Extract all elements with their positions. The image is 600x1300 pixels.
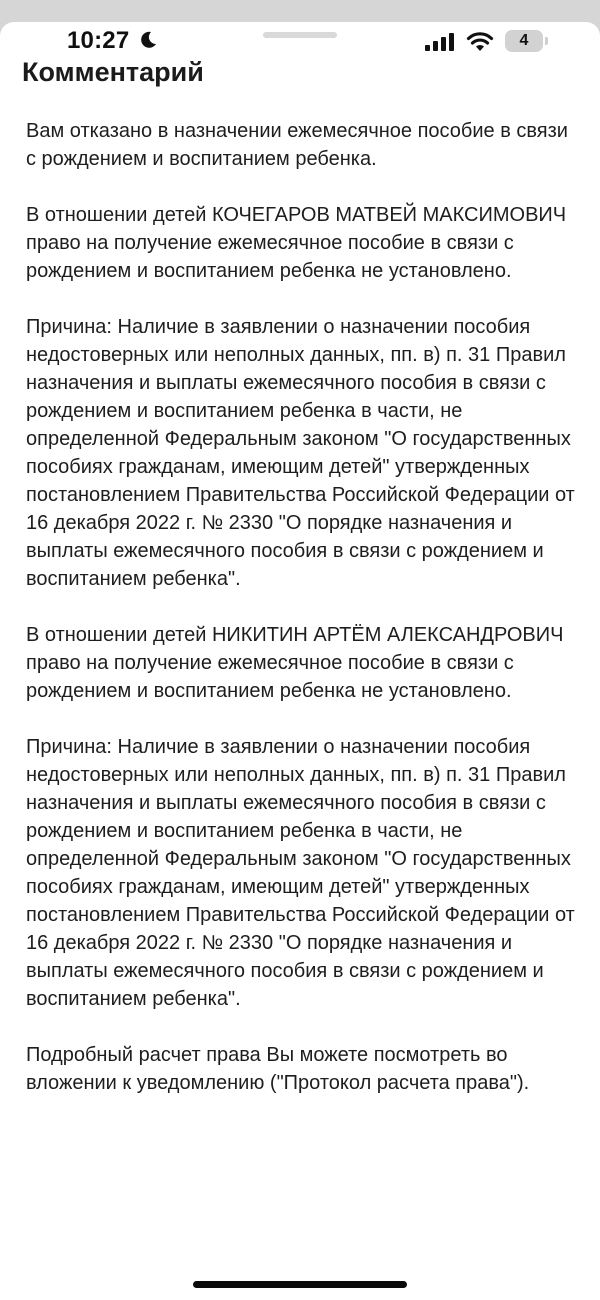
- comment-paragraph-reason-2: Причина: Наличие в заявлении о назначении пособия недостоверных или неполных данных, пп. в) п. 31 Правил назначения и выплаты ежемесячного пособия в связи с рождением и воспитанием ребенка в части, не определенной Федеральным законом "О государственных пособиях гражданам, имеющим детей" утвержденных постановлением Правительства Российской Федерации от 16 декабря 2022 г. № 2330 "О порядке назначения и выплаты ежемесячного пособия в связи с рождением и воспитанием ребенка".: [26, 736, 575, 1010]
- comment-paragraph-child-2: В отношении детей НИКИТИН АРТЁМ АЛЕКСАНДРОВИЧ право на получение ежемесячное пособие в связи с рождением и воспитанием ребенка не установлено.: [26, 624, 564, 702]
- comment-paragraph-child-1: В отношении детей КОЧЕГАРОВ МАТВЕЙ МАКСИМОВИЧ право на получение ежемесячное пособие в связи с рождением и воспитанием ребенка не установлено.: [26, 204, 567, 282]
- comment-paragraph-refusal: Вам отказано в назначении ежемесячное пособие в связи с рождением и воспитанием ребенка.: [26, 120, 568, 170]
- home-indicator[interactable]: [193, 1281, 407, 1288]
- comment-paragraph-reason-1: Причина: Наличие в заявлении о назначении пособия недостоверных или неполных данных, пп. в) п. 31 Правил назначения и выплаты ежемесячного пособия в связи с рождением и воспитанием ребенка в части, не определенной Федеральным законом "О государственных пособиях гражданам, имеющим детей" утвержденных постановлением Правительства Российской Федерации от 16 декабря 2022 г. № 2330 "О порядке назначения и выплаты ежемесячного пособия в связи с рождением и воспитанием ребенка".: [26, 316, 575, 590]
- sheet-grabber[interactable]: [263, 32, 337, 38]
- status-bar: [0, 22, 600, 62]
- battery-nub: [545, 37, 548, 45]
- battery-indicator: 4: [505, 30, 543, 52]
- comment-body: [26, 117, 582, 1125]
- wifi-icon: [466, 30, 494, 52]
- comment-paragraph-details: Подробный расчет права Вы можете посмотреть во вложении к уведомлению ("Протокол расчета права").: [26, 1044, 530, 1094]
- comment-sheet: [0, 22, 600, 1300]
- cellular-signal-icon: [425, 33, 455, 51]
- moon-icon: [138, 30, 158, 50]
- page-title: Комментарий: [22, 57, 204, 87]
- status-time: 10:27: [67, 27, 130, 54]
